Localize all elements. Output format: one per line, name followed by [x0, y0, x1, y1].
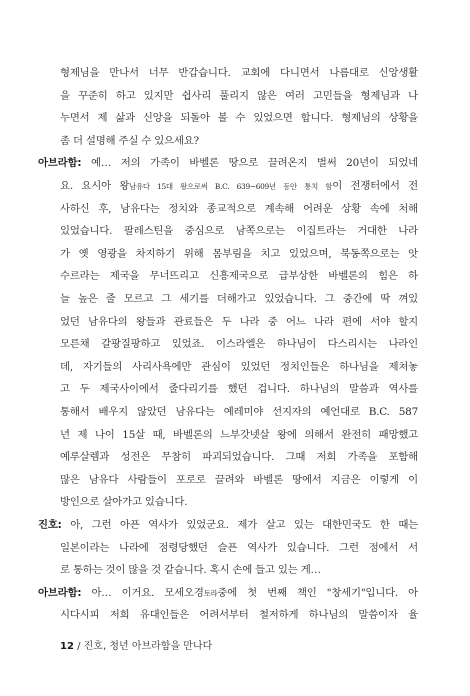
- dialogue-line: 통해서 배우지 않았던 남유다는 예레미야 선지자의 예언대로 B.C. 587: [60, 406, 418, 418]
- dialogue-line: [38, 518, 418, 532]
- dialogue-line: 시다시피 저희 유대인들은 어려서부터 철저하게 하나님의 말씀이자 율: [60, 609, 418, 622]
- dialogue-line: 일본이라는 나라에 점령당했던 슬픈 역사가 있습니다. 그런 점에서 서: [60, 541, 418, 554]
- speaker-label: 진호:: [38, 519, 62, 531]
- text-line: 을 꾸준히 하고 있지만 쉽사리 풀리지 않은 여러 고민들을 형제님과 나: [60, 89, 418, 102]
- dialogue-line: 모른채 갈팡질팡하고 있었죠. 이스라엘은 하나님이 다스리시는 나라인: [60, 338, 418, 351]
- dialogue-text: 요. 요시아 왕: [60, 180, 130, 192]
- dialogue-text: 아… 이거요. 모세오경: [81, 586, 204, 599]
- text-line: 좀 더 설명해 주실 수 있으세요?: [60, 134, 199, 147]
- dialogue-text: 이 전쟁터에서 전: [332, 180, 418, 192]
- speaker-label: 아브라함:: [38, 157, 82, 170]
- dialogue-line: 고 두 제국사이에서 줄다리기를 했던 겁니다. 하나님의 말씀과 역사를: [60, 383, 418, 396]
- dialogue-line: 년 제 나이 15살 때, 바벨론의 느부갓넷살 왕에 의해서 완전히 패망했고: [60, 428, 418, 441]
- speaker-label: 아브라함:: [38, 586, 82, 599]
- dialogue-line: 늘 높은 줄 모르고 그 세기를 더해가고 있었습니다. 그 중간에 딱 껴있: [60, 293, 418, 305]
- running-title: / 진호, 청년 아브라함을 만나다: [73, 641, 213, 652]
- text-line: 누면서 제 삶과 신앙을 되돌아 볼 수 있었으면 합니다. 형제님의 상황을: [60, 112, 418, 125]
- dialogue-line: 었던 남유다의 왕들과 관료들은 두 나라 중 어느 나라 편에 서야 할지: [60, 315, 418, 328]
- text-line: 형제님을 만나서 너무 반갑습니다. 교회에 다니면서 나름대로 신앙생활: [60, 67, 418, 79]
- dialogue-line: 있었습니다. 팔레스틴을 중심으로 남쪽으로는 이집트라는 거대한 나라: [60, 225, 418, 238]
- dialogue-line: 데, 자기들의 사리사욕에만 관심이 있었던 정치인들은 하나님을 제쳐놓: [60, 360, 418, 373]
- page-number: 12: [60, 641, 74, 652]
- dialogue-text: 아, 그런 아픈 역사가 있었군요. 제가 살고 있는 대한민국도 한 때는: [61, 519, 418, 531]
- inline-note: 남유다 15대 왕으로써 B.C. 639~609년 동안 통치 함: [129, 182, 333, 191]
- dialogue-line: 로 통하는 것이 많을 것 같습니다. 혹시 손에 들고 있는 게…: [60, 564, 321, 577]
- dialogue-line: [38, 586, 418, 601]
- dialogue-line: 수르라는 제국을 무너뜨리고 신흥제국으로 급부상한 바벨론의 힘은 하: [60, 270, 418, 283]
- dialogue-line: [38, 156, 418, 170]
- dialogue-text: 예… 저의 가족이 바벨론 땅으로 끌려온지 벌써 20년이 되었네: [81, 157, 418, 170]
- dialogue-line: [60, 179, 418, 194]
- dialogue-line: 사하신 후, 남유다는 정치와 종교적으로 계속해 어려운 상황 속에 처해: [60, 202, 418, 215]
- dialogue-line: 많은 남유다 사람들이 포로로 끌려와 바벨론 땅에서 지금은 이렇게 이: [60, 473, 418, 486]
- dialogue-line: 방인으로 살아가고 있습니다.: [60, 496, 188, 509]
- page-footer: [60, 637, 212, 652]
- dialogue-line: 예루살렘과 성전은 무참히 파괴되었습니다. 그때 저희 가족을 포함해: [60, 451, 418, 464]
- inline-note: 토라: [203, 588, 218, 598]
- dialogue-line: 가 옛 영광을 차지하기 위해 몸부림을 치고 있었으며, 북동쪽으로는 앗: [60, 247, 418, 260]
- dialogue-text: 중에 첫 번째 책인 "창세기"입니다. 아: [217, 586, 418, 599]
